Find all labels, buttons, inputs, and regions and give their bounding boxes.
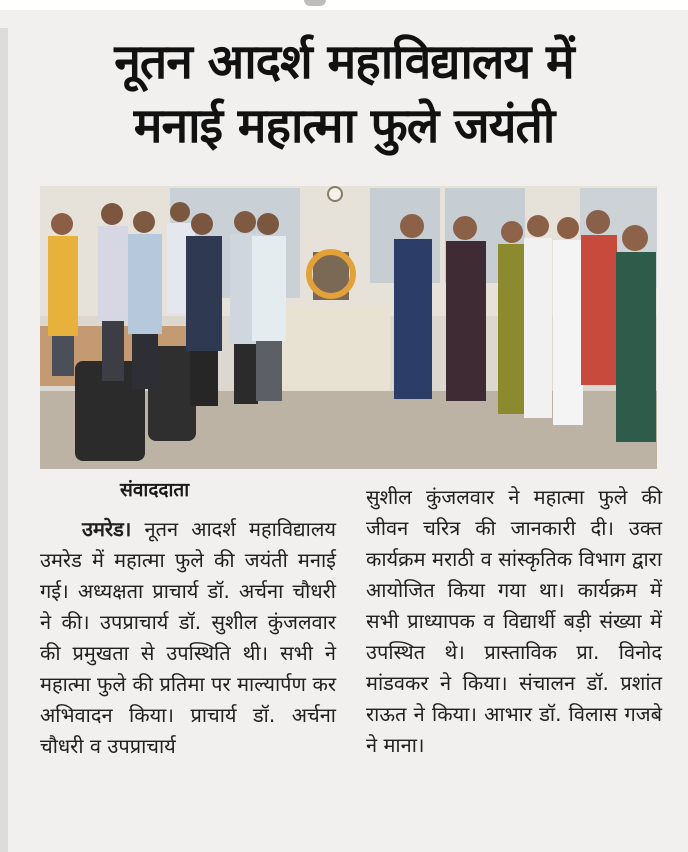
byline: संवाददाता <box>120 479 190 501</box>
group-photo-icon <box>40 186 657 469</box>
headline-line-2: मनाई महात्मा फुले जयंती <box>133 98 555 154</box>
page-edge <box>0 28 8 852</box>
headline <box>14 30 674 158</box>
article-column-right <box>366 482 662 761</box>
top-bar <box>0 0 688 10</box>
scroll-indicator <box>304 0 326 6</box>
news-photo <box>40 186 657 469</box>
dateline-place: उमरेड। <box>82 517 132 541</box>
article-text-left: नूतन आदर्श महाविद्यालय उमरेड में महात्मा फुले की जयंती मनाई गई। अध्यक्षता प्राचार्य डॉ. अर्चना चौधरी ने की। उपप्राचार्य डॉ. सुशील कुंजलवार की प्रमुखता से उपस्थिति थी। सभी ने महात्मा फुले की प्रतिमा पर माल्यार्पण कर अभिवादन किया। प्राचार्य डॉ. अर्चना चौधरी व उपप्राचार्य <box>40 517 337 758</box>
article-column-left <box>40 514 336 762</box>
article-text-right: सुशील कुंजलवार ने महात्मा फुले की जीवन चरित्र की जानकारी दी। उक्त कार्यक्रम मराठी व सांस्कृतिक विभाग द्वारा आयोजित किया गया था। कार्यक्रम में सभी प्राध्यापक व विद्यार्थी बड़ी संख्या में उपस्थित थे। प्रास्ताविक प्रा. विनोद मांडवकर ने किया। संचालन डॉ. प्रशांत राऊत ने किया। आभार डॉ. विलास गजबे ने माना। <box>366 485 662 757</box>
headline-line-1: नूतन आदर्श महाविद्यालय में <box>114 34 574 90</box>
